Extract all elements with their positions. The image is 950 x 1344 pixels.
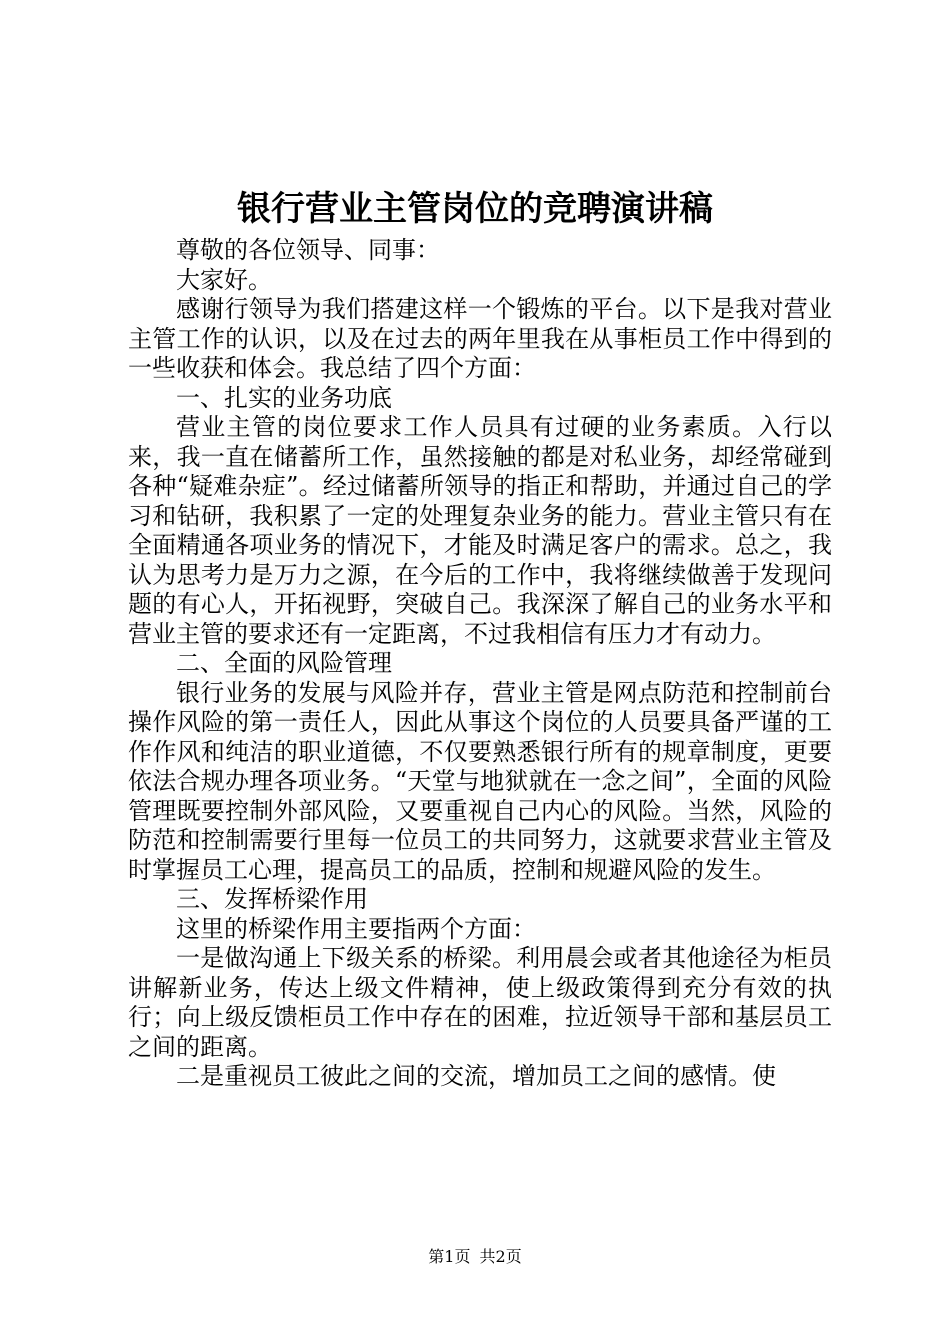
section-3-point-2: 二是重视员工彼此之间的交流，增加员工之间的感情。使	[176, 1062, 776, 1090]
section-3-point-1: 一是做沟通上下级关系的桥梁。利用晨会或者其他途径为柜员讲解新业务，传达上级文件精神，使上级政策得到充分有效的执行；向上级反馈柜员工作中存在的困难，拉近领导干部和基层员工之间的距离。	[128, 944, 832, 1061]
page-number: 第1页	[428, 1247, 471, 1266]
document-body	[128, 236, 832, 1092]
section-2-paragraph: 银行业务的发展与风险并存，营业主管是网点防范和控制前台操作风险的第一责任人，因此从事这个岗位的人员要具备严谨的工作作风和纯洁的职业道德，不仅要熟悉银行所有的规章制度，更要依法合规办理各项业务。“天堂与地狱就在一念之间”，全面的风险管理既要控制外部风险，又要重视自己内心的风险。当然，风险的防范和控制需要行里每一位员工的共同努力，这就要求营业主管及时掌握员工心理，提高员工的品质，控制和规避风险的发生。	[128, 678, 832, 884]
section-heading-1: 一、扎实的业务功底	[176, 383, 392, 412]
intro-paragraph: 感谢行领导为我们搭建这样一个锻炼的平台。以下是我对营业主管工作的认识，以及在过去的两年里我在从事柜员工作中得到的一些收获和体会。我总结了四个方面：	[128, 295, 832, 382]
salutation: 尊敬的各位领导、同事：	[176, 236, 440, 264]
document-title: 银行营业主管岗位的竞聘演讲稿	[237, 189, 713, 229]
page-total: 共2页	[479, 1247, 522, 1266]
page-footer	[0, 1244, 950, 1267]
section-1-paragraph: 营业主管的岗位要求工作人员具有过硬的业务素质。入行以来，我一直在储蓄所工作，虽然接触的都是对私业务，却经常碰到各种“疑难杂症”。经过储蓄所领导的指正和帮助，并通过自己的学习和钻研，我积累了一定的处理复杂业务的能力。营业主管只有在全面精通各项业务的情况下，才能及时满足客户的需求。总之，我认为思考力是万力之源，在今后的工作中，我将继续做善于发现问题的有心人，开拓视野，突破自己。我深深了解自己的业务水平和营业主管的要求还有一定距离，不过我相信有压力才有动力。	[128, 413, 832, 648]
section-3-intro: 这里的桥梁作用主要指两个方面：	[176, 914, 536, 943]
greeting: 大家好。	[176, 265, 272, 294]
section-heading-2: 二、全面的风险管理	[176, 649, 392, 677]
section-heading-3: 三、发挥桥梁作用	[176, 885, 368, 913]
